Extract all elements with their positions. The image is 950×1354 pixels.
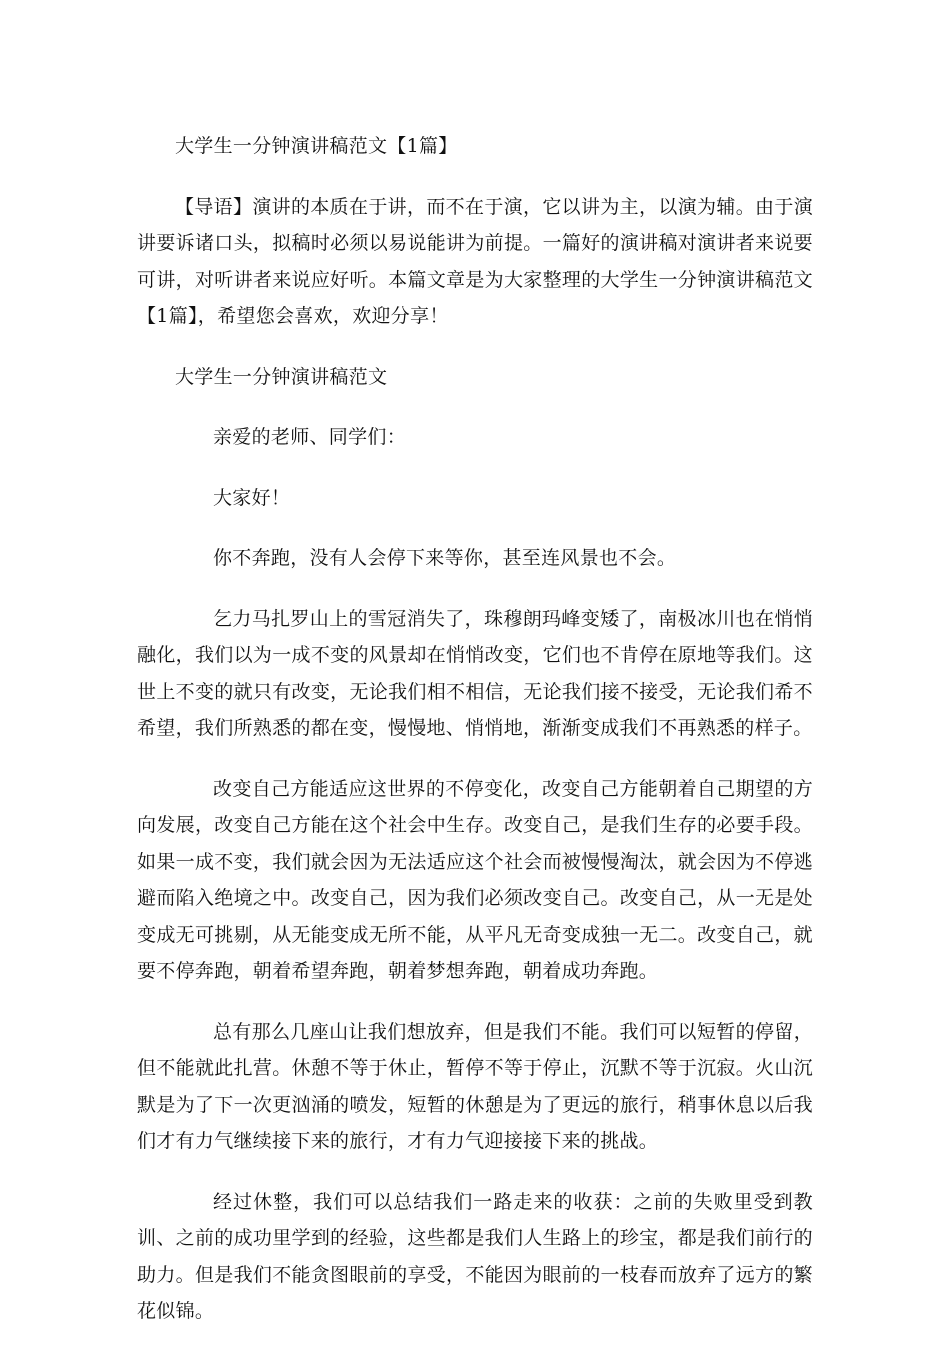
document-body xyxy=(137,128,813,1354)
body-paragraph: 你不奔跑，没有人会停下来等你，甚至连风景也不会。 xyxy=(213,547,677,569)
body-paragraph: 经过休整，我们可以总结我们一路走来的收获：之前的失败里受到教训、之前的成功里学到的经验，这些都是我们人生路上的珍宝，都是我们前行的助力。但是我们不能贪图眼前的享受，不能因为眼前的一枝春而放弃了远方的繁花似锦。 xyxy=(137,1190,813,1322)
document-subtitle: 大学生一分钟演讲稿范文 xyxy=(175,365,388,388)
salutation: 亲爱的老师、同学们： xyxy=(213,426,407,448)
document-title: 大学生一分钟演讲稿范文【1篇】 xyxy=(175,135,458,157)
lead-paragraph: 【导语】演讲的本质在于讲，而不在于演，它以讲为主，以演为辅。由于演讲要诉诸口头，拟稿时必须以易说能讲为前提。一篇好的演讲稿对演讲者来说要可讲，对听讲者来说应好听。本篇文章是为大家整理的大学生一分钟演讲稿范文【1篇】，希望您会喜欢，欢迎分享！ xyxy=(137,195,813,327)
body-paragraph: 改变自己方能适应这世界的不停变化，改变自己方能朝着自己期望的方向发展，改变自己方能在这个社会中生存。改变自己，是我们生存的必要手段。如果一成不变，我们就会因为无法适应这个社会而被慢慢淘汰，就会因为不停逃避而陷入绝境之中。改变自己，因为我们必须改变自己。改变自己，从一无是处变成无可挑剔，从无能变成无所不能，从平凡无奇变成独一无二。改变自己，就要不停奔跑，朝着希望奔跑，朝着梦想奔跑，朝着成功奔跑。 xyxy=(137,777,813,982)
body-paragraph: 总有那么几座山让我们想放弃，但是我们不能。我们可以短暂的停留，但不能就此扎营。休憩不等于休止，暂停不等于停止，沉默不等于沉寂。火山沉默是为了下一次更汹涌的喷发，短暂的休憩是为了更远的旅行，稍事休息以后我们才有力气继续接下来的旅行，才有力气迎接接下来的挑战。 xyxy=(137,1020,813,1152)
greeting: 大家好！ xyxy=(213,486,291,509)
body-paragraph: 乞力马扎罗山上的雪冠消失了，珠穆朗玛峰变矮了，南极冰川也在悄悄融化，我们以为一成不变的风景却在悄悄改变，它们也不肯停在原地等我们。这世上不变的就只有改变，无论我们相不相信，无论我们接不接受，无论我们希不希望，我们所熟悉的都在变，慢慢地、悄悄地，渐渐变成我们不再熟悉的样子。 xyxy=(137,607,813,739)
